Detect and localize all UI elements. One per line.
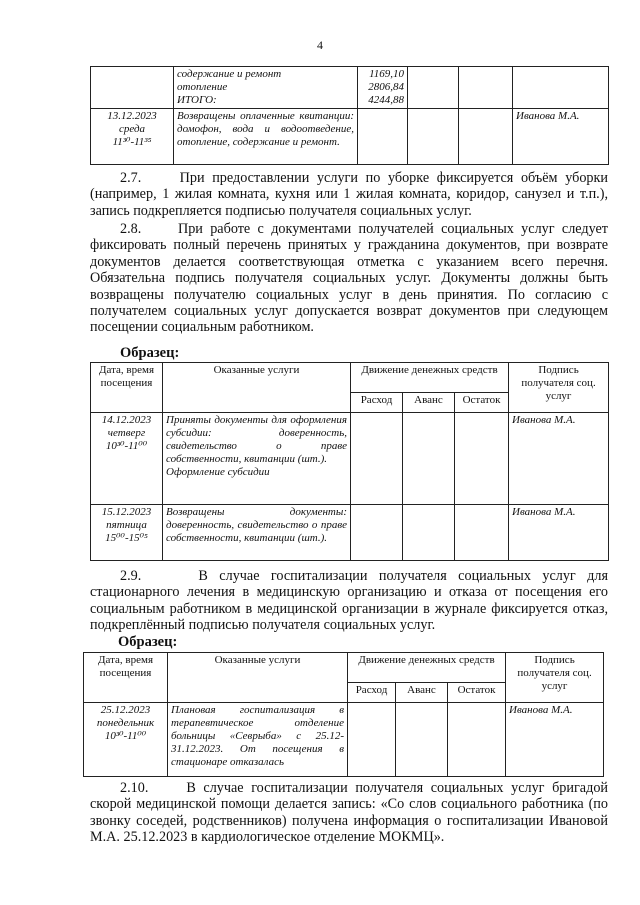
advance-cell <box>396 703 448 777</box>
signature-cell: Иванова М.А. <box>506 703 604 777</box>
services-cell: содержание и ремонт отопление ИТОГО: <box>174 67 358 109</box>
header-date: Дата, время посещения <box>84 653 168 703</box>
table-row <box>91 505 609 561</box>
header-services: Оказанные услуги <box>163 363 351 413</box>
page-number: 4 <box>317 38 323 52</box>
header-signature: Подпись получателя соц. услуг <box>506 653 604 703</box>
table-header-row <box>84 653 604 683</box>
header-money: Движение денежных средств <box>351 363 509 393</box>
advance-cell <box>403 505 455 561</box>
balance-cell <box>448 703 506 777</box>
header-money: Движение денежных средств <box>348 653 506 683</box>
paragraph-number: 2.10. <box>120 780 149 796</box>
balance-cell <box>455 413 509 505</box>
expense-cell <box>348 703 396 777</box>
header-date: Дата, время посещения <box>91 363 163 413</box>
journal-table-hospital <box>83 652 604 777</box>
signature-cell: Иванова М.А. <box>513 109 609 165</box>
signature-cell <box>513 67 609 109</box>
table-row <box>91 67 609 109</box>
paragraph-2-9 <box>90 568 608 634</box>
sample-label-2: Образец: <box>118 634 178 650</box>
advance-cell <box>408 109 459 165</box>
paragraph-2-7 <box>90 170 608 219</box>
header-balance: Остаток <box>455 393 509 413</box>
advance-cell <box>403 413 455 505</box>
date-cell <box>91 67 174 109</box>
advance-cell <box>408 67 459 109</box>
signature-cell: Иванова М.А. <box>509 413 609 505</box>
date-cell: 15.12.2023 пятница 15⁰⁰-15⁰⁵ <box>91 505 163 561</box>
paragraph-number: 2.7. <box>120 170 142 186</box>
expense-cell: 1169,10 2806,84 4244,88 <box>358 67 408 109</box>
header-advance: Аванс <box>396 683 448 703</box>
paragraph-number: 2.9. <box>120 568 142 584</box>
paragraph-2-8 <box>90 221 608 336</box>
journal-table-top <box>90 66 609 165</box>
date-cell: 14.12.2023 четверг 10³⁰-11⁰⁰ <box>91 413 163 505</box>
journal-table-documents <box>90 362 609 561</box>
paragraph-number: 2.8. <box>120 221 142 237</box>
date-cell: 25.12.2023 понедельник 10³⁰-11⁰⁰ <box>84 703 168 777</box>
header-expense: Расход <box>351 393 403 413</box>
paragraph-2-10 <box>90 780 608 846</box>
expense-cell <box>351 413 403 505</box>
table-row <box>91 109 609 165</box>
sample-label: Образец: <box>120 345 180 361</box>
table-header-row <box>91 363 609 393</box>
header-signature: Подпись получателя соц. услуг <box>509 363 609 413</box>
date-cell: 13.12.2023 среда 11³⁰-11³⁵ <box>91 109 174 165</box>
paragraph-text: В случае госпитализации получателя социальных услуг для стационарного лечения в медицинскую организацию и отказа от посещения его социальным работником в медицинской организации в журнале фиксируется отказ, подкреплённый подписью получателя социальных услуг. <box>90 568 608 634</box>
balance-cell <box>455 505 509 561</box>
expense-cell <box>358 109 408 165</box>
services-cell: Возвращены оплаченные квитанции: домофон, вода и водоотведение, отопление, содержание и ремонт. <box>174 109 358 165</box>
services-cell: Приняты документы для оформления субсидии: доверенность, свидетельство о праве собственности, квитанции (шт.). Оформление субсидии <box>163 413 351 505</box>
expense-cell <box>351 505 403 561</box>
paragraph-text: При предоставлении услуги по уборке фиксируется объём уборки (например, 1 жилая комната, кухня или 1 жилая комната, коридор, санузел и т.п.), запись подкрепляется подписью получателя социальных услуг. <box>90 170 608 219</box>
header-balance: Остаток <box>448 683 506 703</box>
services-cell: Возвращены документы: доверенность, свидетельство о праве собственности, квитанции (шт.). <box>163 505 351 561</box>
paragraph-text: В случае госпитализации получателя социальных услуг бригадой скорой медицинской помощи делается запись: «Со слов социального работника (по звонку соседей, родственников) получена информация о госпитализации Ивановой М.А. 25.12.2023 в кардиологическое отделение МОКМЦ». <box>90 780 609 846</box>
services-cell: Плановая госпитализация в терапевтическое отделение больницы «Севрыба» с 25.12-31.12.2023. От посещения в стационаре отказалась <box>168 703 348 777</box>
balance-cell <box>459 67 513 109</box>
table-row <box>91 413 609 505</box>
paragraph-text: При работе с документами получателей социальных услуг следует фиксировать полный перечень принятых у гражданина документов, при возврате документов делается соответствующая отметка с указанием всего перечня. Обязательна подпись получателя социальных услуг. Документы должны быть возвращены получателю социальных услуг в день принятия. По согласию с получателем социальных услуг допускается возврат документов при следующем посещении социальным работником. <box>90 221 609 336</box>
signature-cell: Иванова М.А. <box>509 505 609 561</box>
header-expense: Расход <box>348 683 396 703</box>
table-row <box>84 703 604 777</box>
balance-cell <box>459 109 513 165</box>
header-services: Оказанные услуги <box>168 653 348 703</box>
header-advance: Аванс <box>403 393 455 413</box>
